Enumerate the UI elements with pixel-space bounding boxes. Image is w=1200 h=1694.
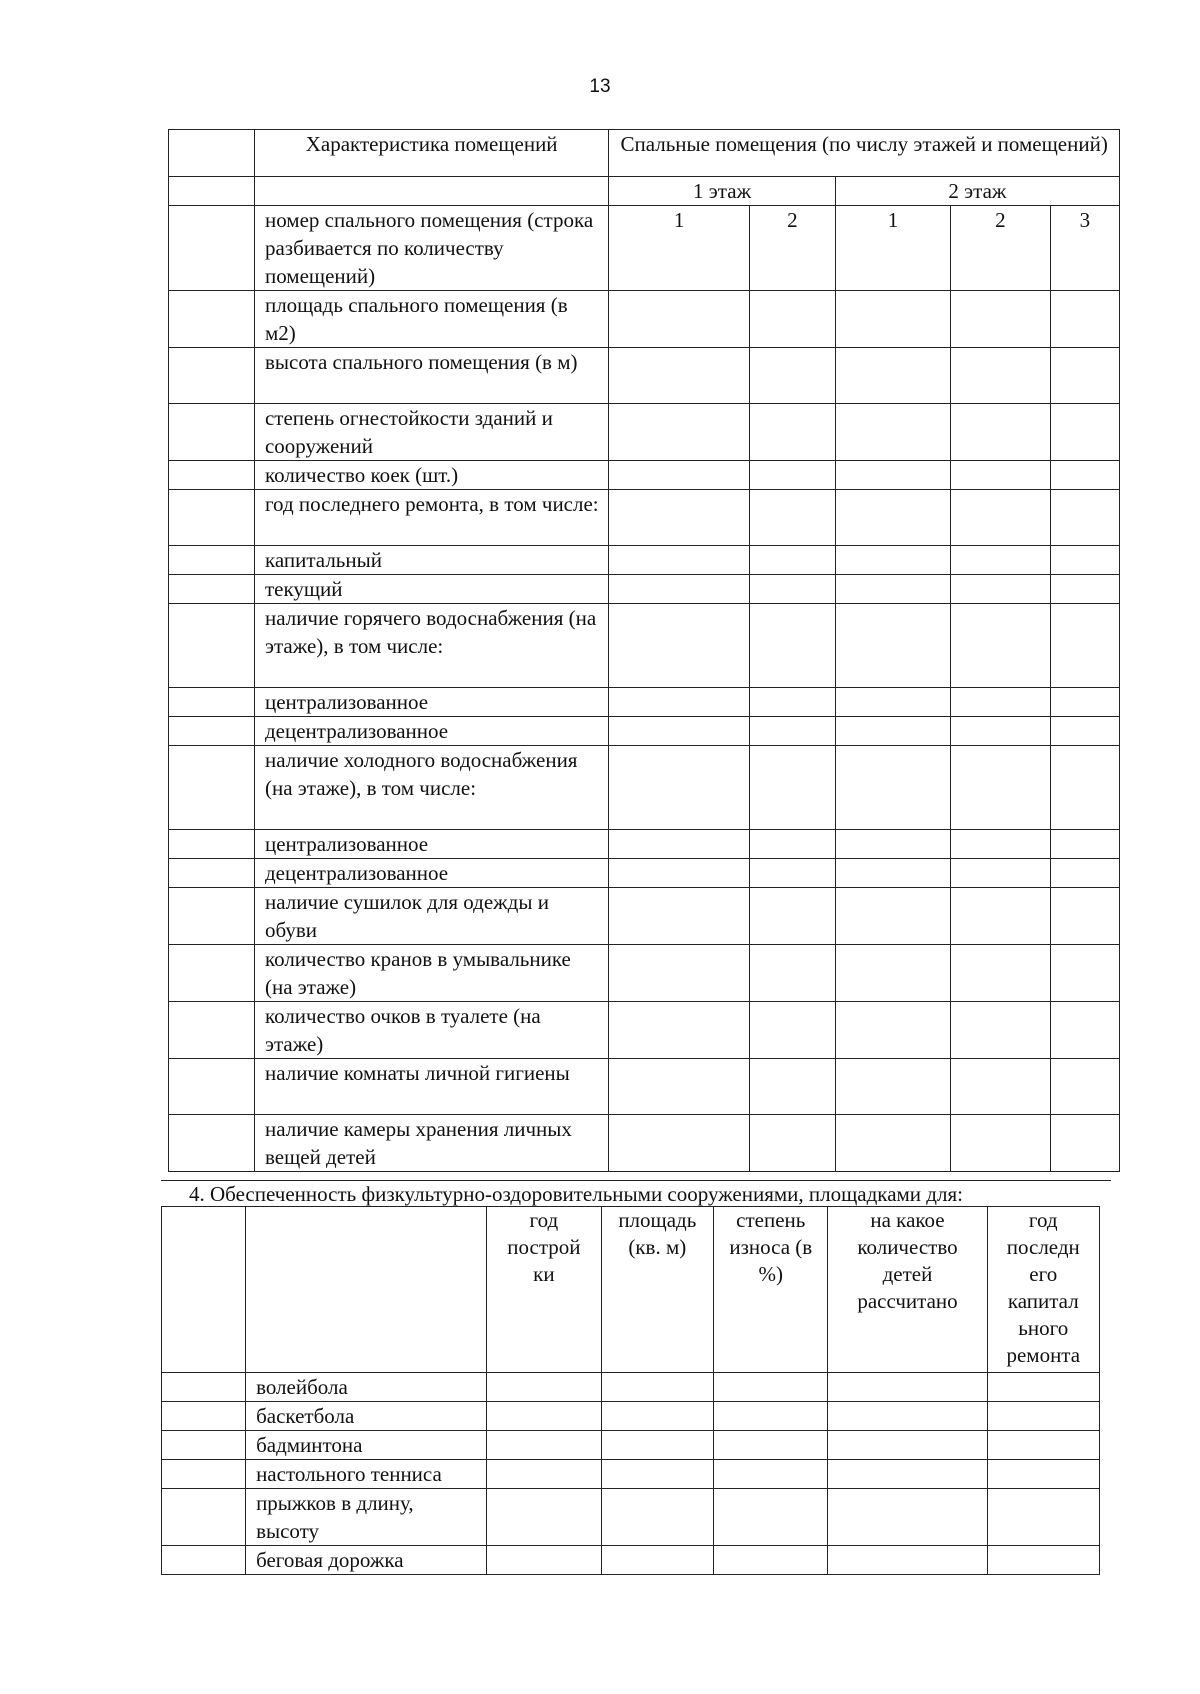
value-cell: [1050, 490, 1119, 546]
value-cell: [835, 717, 950, 746]
row-number-cell: [169, 717, 255, 746]
value-cell: [1050, 1115, 1119, 1172]
row-number-cell: [169, 1002, 255, 1059]
room-number: 1: [609, 206, 749, 291]
value-cell: [1050, 945, 1119, 1002]
value-cell: [835, 746, 950, 830]
value-cell: [714, 1489, 828, 1546]
value-cell: [835, 945, 950, 1002]
value-cell: [987, 1546, 1099, 1575]
value-cell: [749, 888, 835, 945]
row-label: количество кранов в умывальнике (на этаже): [254, 945, 608, 1002]
room-number: 2: [951, 206, 1051, 291]
row-number-cell: [169, 291, 255, 348]
value-cell: [951, 859, 1051, 888]
value-cell: [749, 717, 835, 746]
value-cell: [951, 717, 1051, 746]
value-cell: [835, 546, 950, 575]
value-cell: [609, 688, 749, 717]
value-cell: [987, 1373, 1099, 1402]
table1-row: [169, 1002, 1120, 1059]
row-number-cell: [169, 688, 255, 717]
row-number-cell: [162, 1489, 246, 1546]
value-cell: [749, 945, 835, 1002]
value-cell: [487, 1460, 601, 1489]
column-header: год последн его капитал ьного ремонта: [987, 1207, 1099, 1373]
value-cell: [987, 1402, 1099, 1431]
value-cell: [1050, 575, 1119, 604]
value-cell: [1050, 461, 1119, 490]
row-number-cell: [162, 1373, 246, 1402]
value-cell: [1050, 291, 1119, 348]
value-cell: [609, 490, 749, 546]
table2-row: [162, 1373, 1100, 1402]
row-label: децентрализованное: [254, 717, 608, 746]
sports-facilities-table: [161, 1206, 1100, 1575]
row-label: централизованное: [254, 688, 608, 717]
row-number-cell: [169, 461, 255, 490]
value-cell: [1050, 888, 1119, 945]
table1-row: [169, 575, 1120, 604]
facility-label: беговая дорожка: [246, 1546, 487, 1575]
row-number-cell: [169, 490, 255, 546]
row-number-cell: [162, 1546, 246, 1575]
value-cell: [951, 461, 1051, 490]
sleeping-rooms-table: [168, 129, 1120, 1172]
table1-blank-cell: [169, 177, 255, 206]
value-cell: [835, 604, 950, 688]
row-number-cell: [169, 1059, 255, 1115]
row-label: текущий: [254, 575, 608, 604]
row-label: капитальный: [254, 546, 608, 575]
row-number-cell: [162, 1460, 246, 1489]
header-characteristic: Характеристика помещений: [254, 130, 608, 177]
facility-label: волейбола: [246, 1373, 487, 1402]
header-floor-2: 2 этаж: [835, 177, 1119, 206]
value-cell: [951, 888, 1051, 945]
column-header: на какое количество детей рассчитано: [828, 1207, 987, 1373]
value-cell: [835, 1002, 950, 1059]
row-label: количество очков в туалете (на этаже): [254, 1002, 608, 1059]
value-cell: [835, 490, 950, 546]
row-number-cell: [169, 348, 255, 404]
value-cell: [609, 859, 749, 888]
column-header: степень износа (в %): [714, 1207, 828, 1373]
value-cell: [749, 546, 835, 575]
table2-row: [162, 1489, 1100, 1546]
value-cell: [951, 291, 1051, 348]
value-cell: [609, 717, 749, 746]
row-number-cell: [162, 1431, 246, 1460]
value-cell: [487, 1402, 601, 1431]
value-cell: [835, 575, 950, 604]
row-number-cell: [169, 945, 255, 1002]
row-number-cell: [169, 404, 255, 461]
value-cell: [749, 746, 835, 830]
table2-row: [162, 1431, 1100, 1460]
value-cell: [951, 604, 1051, 688]
value-cell: [609, 945, 749, 1002]
value-cell: [609, 546, 749, 575]
value-cell: [951, 830, 1051, 859]
row-label: степень огнестойкости зданий и сооружений: [254, 404, 608, 461]
value-cell: [749, 688, 835, 717]
value-cell: [835, 291, 950, 348]
table2-row: [162, 1402, 1100, 1431]
value-cell: [1050, 404, 1119, 461]
value-cell: [749, 461, 835, 490]
row-label: высота спального помещения (в м): [254, 348, 608, 404]
value-cell: [1050, 348, 1119, 404]
value-cell: [749, 859, 835, 888]
value-cell: [487, 1431, 601, 1460]
row-number-cell: [169, 830, 255, 859]
facility-label: настольного тенниса: [246, 1460, 487, 1489]
value-cell: [487, 1373, 601, 1402]
value-cell: [987, 1431, 1099, 1460]
value-cell: [609, 1002, 749, 1059]
value-cell: [835, 688, 950, 717]
facility-label: прыжков в длину, высоту: [246, 1489, 487, 1546]
table1-row: [169, 859, 1120, 888]
value-cell: [951, 1115, 1051, 1172]
value-cell: [835, 404, 950, 461]
value-cell: [749, 575, 835, 604]
value-cell: [951, 945, 1051, 1002]
table1-row: [169, 717, 1120, 746]
value-cell: [951, 490, 1051, 546]
value-cell: [951, 688, 1051, 717]
table1-row: [169, 461, 1120, 490]
value-cell: [601, 1546, 713, 1575]
row-number-cell: [162, 1402, 246, 1431]
table1-blank-corner: [169, 130, 255, 177]
value-cell: [828, 1431, 987, 1460]
value-cell: [714, 1373, 828, 1402]
table2-row: [162, 1460, 1100, 1489]
value-cell: [835, 348, 950, 404]
value-cell: [828, 1489, 987, 1546]
value-cell: [1050, 1059, 1119, 1115]
row-number-cell: [169, 575, 255, 604]
value-cell: [1050, 859, 1119, 888]
value-cell: [835, 859, 950, 888]
value-cell: [609, 291, 749, 348]
room-number: 2: [749, 206, 835, 291]
row-number-cell: [169, 746, 255, 830]
value-cell: [951, 404, 1051, 461]
value-cell: [835, 1115, 950, 1172]
value-cell: [1050, 746, 1119, 830]
table1-row: [169, 604, 1120, 688]
value-cell: [601, 1460, 713, 1489]
page-number: 13: [589, 76, 611, 97]
value-cell: [951, 1059, 1051, 1115]
row-number-cell: [169, 546, 255, 575]
value-cell: [749, 291, 835, 348]
value-cell: [609, 604, 749, 688]
table1-row: [169, 830, 1120, 859]
value-cell: [749, 830, 835, 859]
value-cell: [835, 461, 950, 490]
table1-row: [169, 1059, 1120, 1115]
row-label: децентрализованное: [254, 859, 608, 888]
value-cell: [1050, 717, 1119, 746]
value-cell: [749, 348, 835, 404]
value-cell: [951, 746, 1051, 830]
value-cell: [609, 746, 749, 830]
value-cell: [749, 604, 835, 688]
value-cell: [951, 575, 1051, 604]
value-cell: [951, 546, 1051, 575]
value-cell: [987, 1460, 1099, 1489]
row-label: наличие горячего водоснабжения (на этаже), в том числе:: [254, 604, 608, 688]
value-cell: [601, 1373, 713, 1402]
value-cell: [749, 490, 835, 546]
row-label: площадь спального помещения (в м2): [254, 291, 608, 348]
row-number-cell: [169, 206, 255, 291]
value-cell: [749, 1115, 835, 1172]
value-cell: [835, 1059, 950, 1115]
value-cell: [1050, 1002, 1119, 1059]
value-cell: [828, 1402, 987, 1431]
value-cell: [835, 888, 950, 945]
row-number-cell: [169, 604, 255, 688]
row-label: количество коек (шт.): [254, 461, 608, 490]
table1-row: [169, 1115, 1120, 1172]
table1-row: [169, 206, 1120, 291]
table2-blank-corner: [162, 1207, 246, 1373]
table1-row: [169, 888, 1120, 945]
value-cell: [828, 1373, 987, 1402]
table1-row: [169, 945, 1120, 1002]
value-cell: [487, 1489, 601, 1546]
row-number-cell: [169, 888, 255, 945]
value-cell: [749, 1059, 835, 1115]
header-floor-1: 1 этаж: [609, 177, 835, 206]
facility-label: баскетбола: [246, 1402, 487, 1431]
row-label: наличие комнаты личной гигиены: [254, 1059, 608, 1115]
room-number: 1: [835, 206, 950, 291]
value-cell: [828, 1546, 987, 1575]
value-cell: [487, 1546, 601, 1575]
value-cell: [609, 348, 749, 404]
table1-row: [169, 404, 1120, 461]
table1-row: [169, 291, 1120, 348]
table1-row: [169, 688, 1120, 717]
value-cell: [609, 888, 749, 945]
value-cell: [609, 461, 749, 490]
row-label: наличие камеры хранения личных вещей детей: [254, 1115, 608, 1172]
table1-row: [169, 348, 1120, 404]
value-cell: [714, 1431, 828, 1460]
value-cell: [609, 830, 749, 859]
table2-blank-cell: [246, 1207, 487, 1373]
table1-row: [169, 490, 1120, 546]
table1-blank-cell: [254, 177, 608, 206]
value-cell: [987, 1489, 1099, 1546]
value-cell: [609, 1059, 749, 1115]
column-header: площадь (кв. м): [601, 1207, 713, 1373]
row-label: централизованное: [254, 830, 608, 859]
value-cell: [601, 1431, 713, 1460]
row-label: год последнего ремонта, в том числе:: [254, 490, 608, 546]
header-sleeping-rooms: Спальные помещения (по числу этажей и помещений): [609, 130, 1120, 177]
value-cell: [835, 830, 950, 859]
value-cell: [951, 348, 1051, 404]
value-cell: [951, 1002, 1051, 1059]
facility-label: бадминтона: [246, 1431, 487, 1460]
row-label: наличие холодного водоснабжения (на этаже), в том числе:: [254, 746, 608, 830]
value-cell: [609, 404, 749, 461]
value-cell: [828, 1460, 987, 1489]
value-cell: [609, 1115, 749, 1172]
value-cell: [1050, 546, 1119, 575]
value-cell: [609, 575, 749, 604]
column-header: год построй ки: [487, 1207, 601, 1373]
value-cell: [714, 1546, 828, 1575]
row-number-cell: [169, 859, 255, 888]
value-cell: [601, 1402, 713, 1431]
row-number-cell: [169, 1115, 255, 1172]
value-cell: [749, 404, 835, 461]
value-cell: [1050, 830, 1119, 859]
table1-row: [169, 746, 1120, 830]
value-cell: [749, 1002, 835, 1059]
table2-row: [162, 1546, 1100, 1575]
row-label: номер спального помещения (строка разбивается по количеству помещений): [254, 206, 608, 291]
value-cell: [601, 1489, 713, 1546]
room-number: 3: [1050, 206, 1119, 291]
table1-row: [169, 546, 1120, 575]
section-4-heading: 4. Обеспеченность физкультурно-оздоровительными сооружениями, площадками для:: [161, 1180, 1111, 1207]
row-label: наличие сушилок для одежды и обуви: [254, 888, 608, 945]
value-cell: [714, 1460, 828, 1489]
value-cell: [714, 1402, 828, 1431]
value-cell: [1050, 604, 1119, 688]
value-cell: [1050, 688, 1119, 717]
